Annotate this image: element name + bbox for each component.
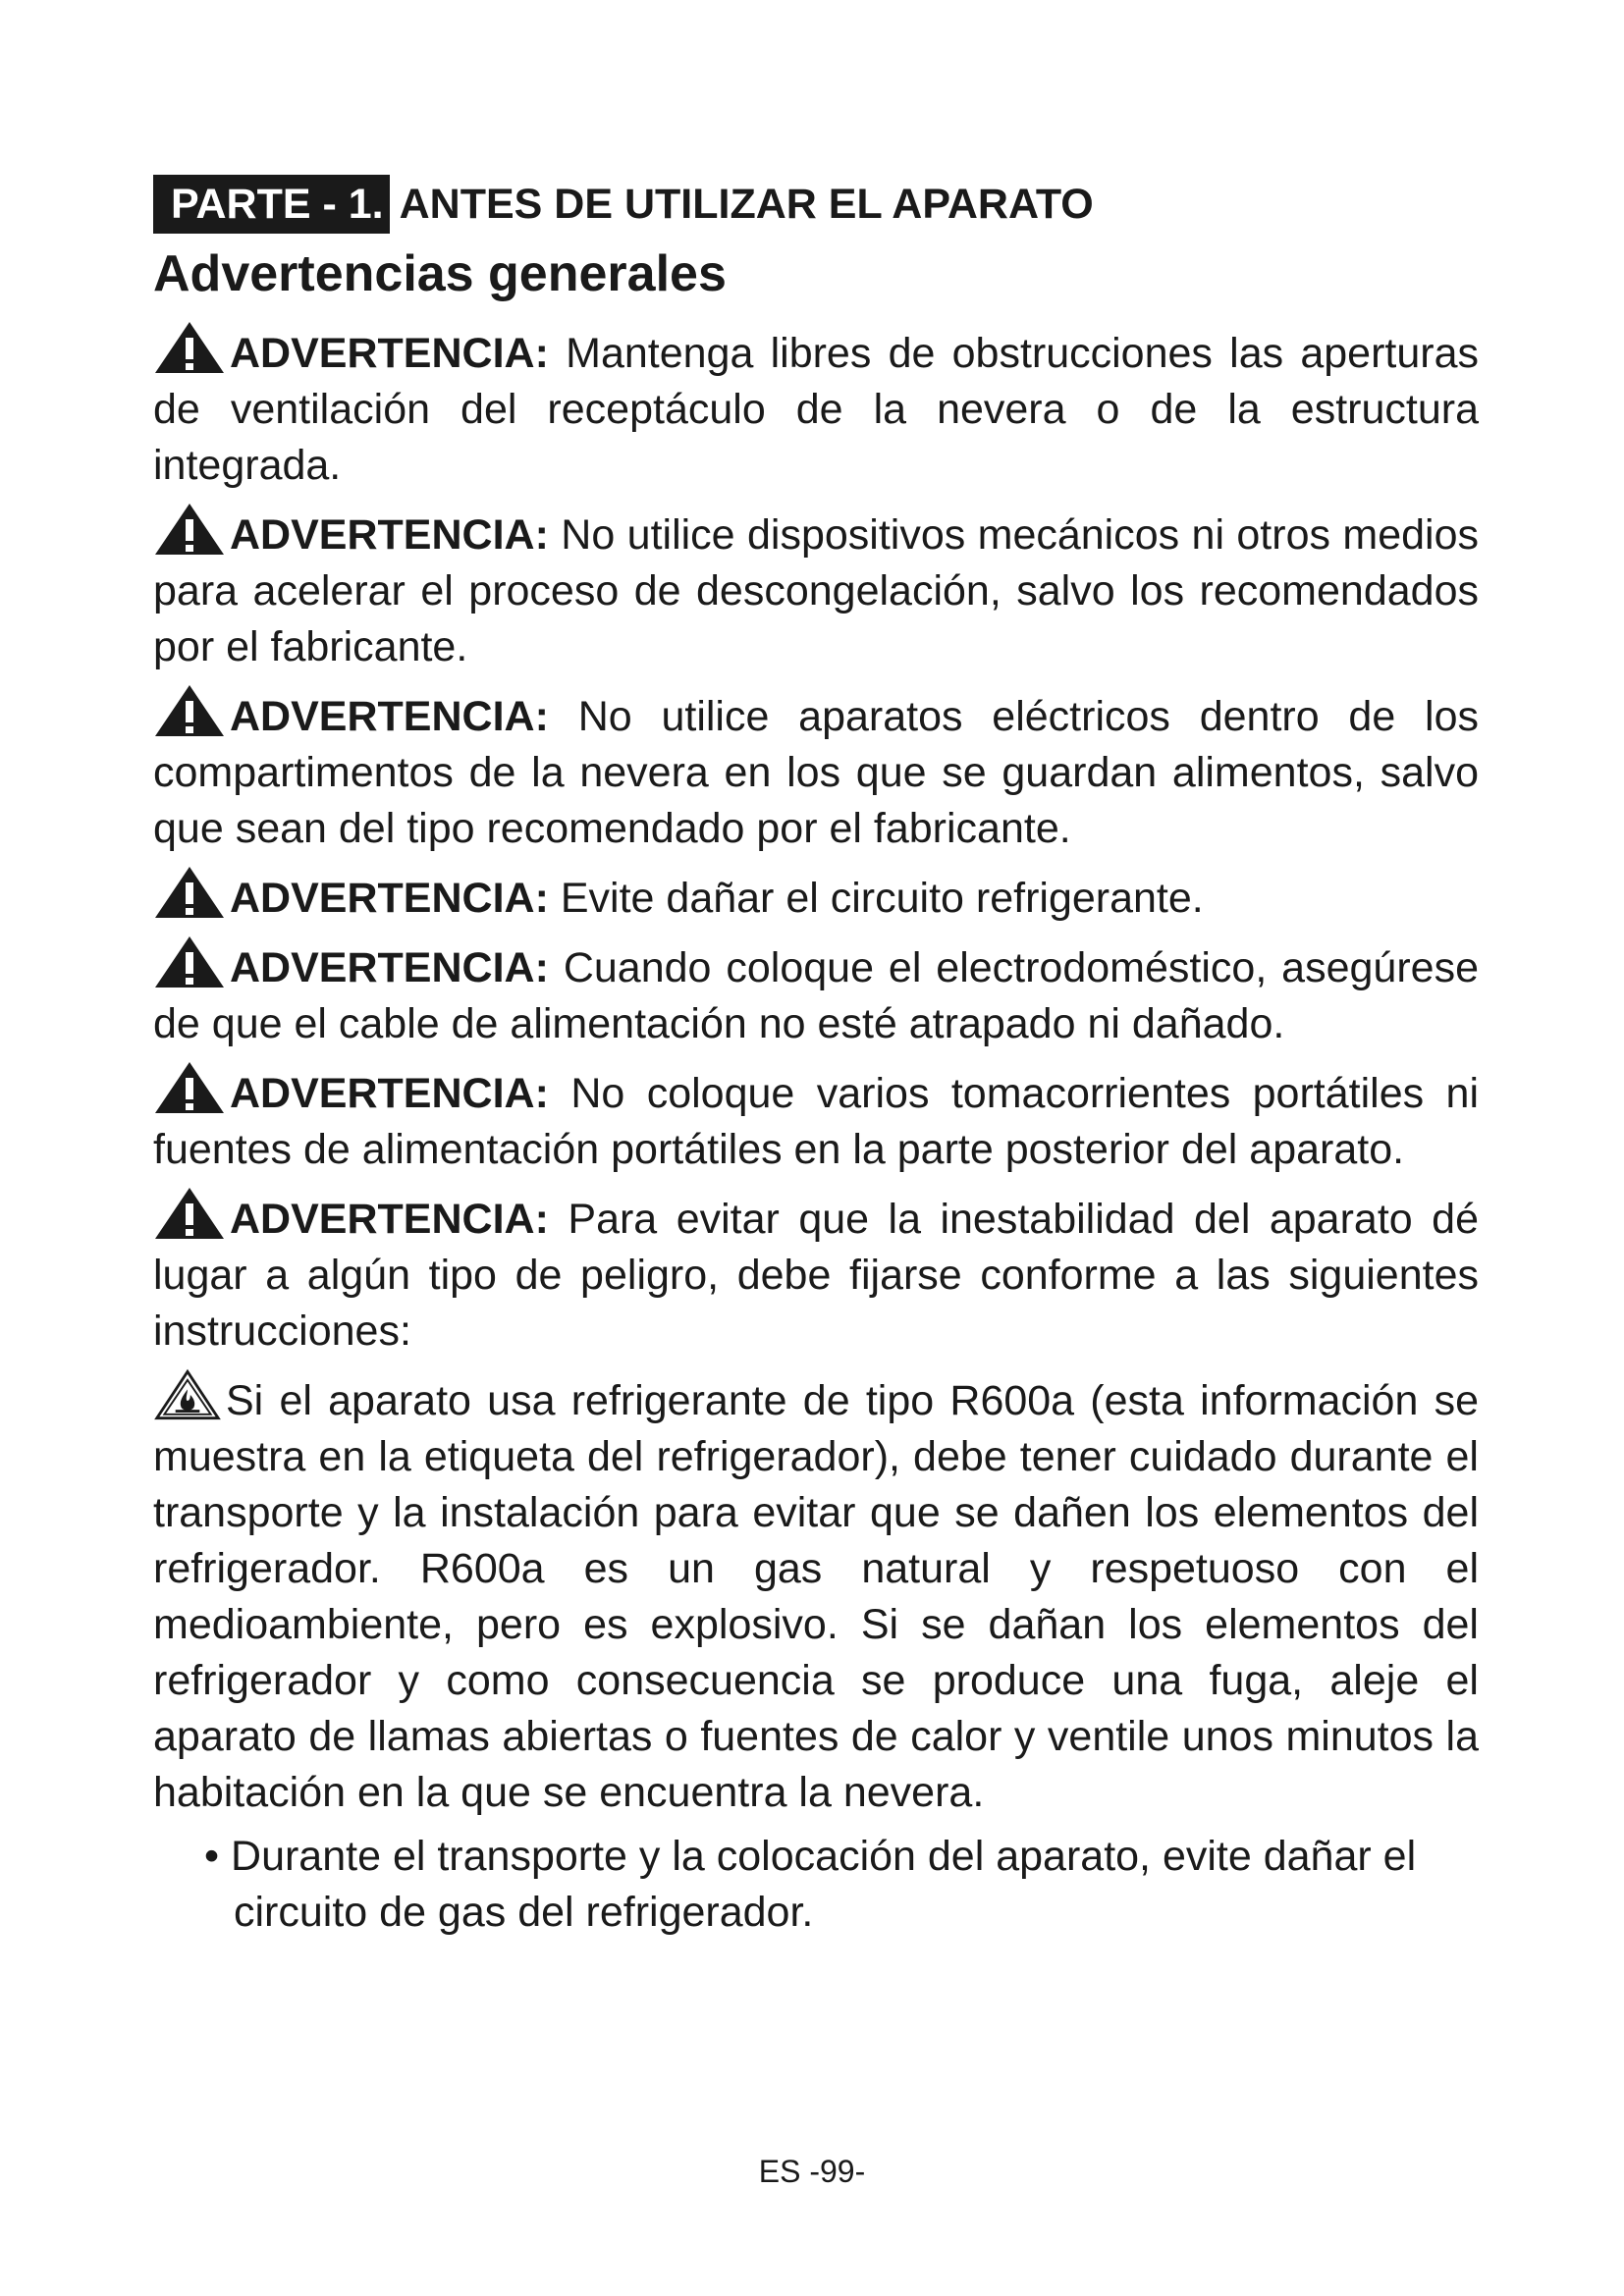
page-title: Advertencias generales bbox=[153, 245, 727, 302]
warning-triangle-icon bbox=[153, 320, 226, 375]
part-title: ANTES DE UTILIZAR EL APARATO bbox=[399, 181, 1094, 228]
warning-paragraph-6 bbox=[153, 1060, 1479, 1178]
warning-label: ADVERTENCIA: bbox=[230, 693, 549, 740]
warning-label: ADVERTENCIA: bbox=[230, 511, 549, 559]
list-item-text: Durante el transporte y la colocación del aparato, evite dañar el circuito de gas del refrigerador. bbox=[231, 1833, 1417, 1936]
flammable-warning-icon bbox=[153, 1367, 222, 1422]
warning-triangle-icon bbox=[153, 683, 226, 738]
warning-label: ADVERTENCIA: bbox=[230, 330, 549, 377]
warning-text: No coloque varios tomacorrientes portátiles ni fuentes de alimentación portátiles en la parte posterior del aparato. bbox=[153, 1070, 1479, 1173]
warning-text: Cuando coloque el electrodoméstico, asegúrese de que el cable de alimentación no esté atrapado ni dañado. bbox=[153, 944, 1479, 1047]
list-item bbox=[204, 1829, 1479, 1941]
warning-triangle-icon bbox=[153, 502, 226, 557]
part-label: PARTE - 1. bbox=[153, 175, 390, 234]
warning-label: ADVERTENCIA: bbox=[230, 944, 549, 991]
warning-triangle-icon bbox=[153, 865, 226, 920]
warning-triangle-icon bbox=[153, 1186, 226, 1241]
warning-label: ADVERTENCIA: bbox=[230, 1196, 549, 1243]
warning-triangle-icon bbox=[153, 1060, 226, 1115]
document-page bbox=[153, 175, 1479, 1941]
warning-text: Para evitar que la inestabilidad del aparato dé lugar a algún tipo de peligro, debe fijarse conforme a las siguientes instrucciones: bbox=[153, 1196, 1479, 1355]
warning-label: ADVERTENCIA: bbox=[230, 1070, 549, 1117]
warning-text: No utilice aparatos eléctricos dentro de los compartimentos de la nevera en los que se guardan alimentos, salvo que sean del tipo recomendado por el fabricante. bbox=[153, 693, 1479, 852]
warning-label: ADVERTENCIA: bbox=[230, 875, 549, 922]
warning-paragraph-1 bbox=[153, 320, 1479, 494]
part-header bbox=[153, 175, 1479, 234]
warning-text: Mantenga libres de obstrucciones las aperturas de ventilación del receptáculo de la nevera o de la estructura integrada. bbox=[153, 330, 1479, 489]
flammable-note-text: Si el aparato usa refrigerante de tipo R600a (esta información se muestra en la etiqueta del refrigerador), debe tener cuidado durante el transporte y la instalación para evitar que se dañen los elementos del refrigerador. R600a es un gas natural y respetuoso con el medioambiente, pero es explosivo. Si se dañan los elementos del refrigerador y como consecuencia se produce una fuga, aleje el aparato de llamas abiertas o fuentes de calor y ventile unos minutos la habitación en la que se encuentra la nevera. bbox=[153, 1377, 1479, 1816]
warning-paragraph-2 bbox=[153, 502, 1479, 675]
warning-text: No utilice dispositivos mecánicos ni otros medios para acelerar el proceso de descongelación, salvo los recomendados por el fabricante. bbox=[153, 511, 1479, 670]
warning-paragraph-4 bbox=[153, 865, 1479, 927]
warning-paragraph-7 bbox=[153, 1186, 1479, 1360]
flammable-note-paragraph bbox=[153, 1367, 1479, 1821]
warning-paragraph-3 bbox=[153, 683, 1479, 857]
page-number: ES -99- bbox=[758, 2154, 866, 2189]
warning-paragraph-5 bbox=[153, 934, 1479, 1052]
warning-text: Evite dañar el circuito refrigerante. bbox=[560, 875, 1204, 922]
warning-triangle-icon bbox=[153, 934, 226, 989]
bullet-icon: • bbox=[204, 1833, 232, 1880]
